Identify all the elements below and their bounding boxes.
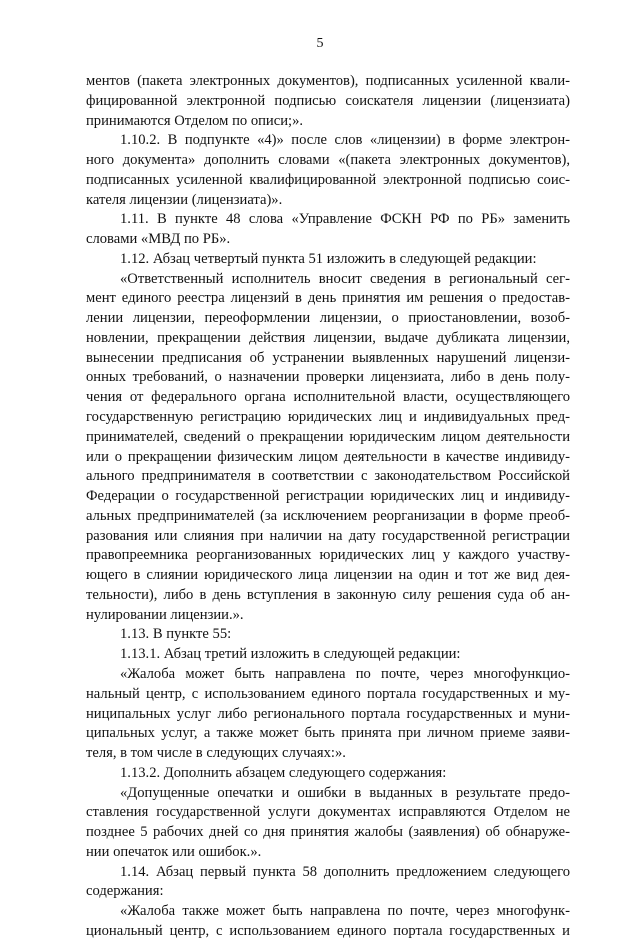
- text-line: ального предпринимателя в соответствии с законодательством Российской: [86, 468, 570, 485]
- text-line: подписанных усиленной квалифицированной электронной подписью соис-: [86, 171, 570, 188]
- page-number: 5: [316, 36, 324, 51]
- text-line: 1.14. Абзац первый пункта 58 дополнить предложением следующего: [120, 863, 570, 880]
- text-line: кателя лицензии (лицензиата)».: [86, 191, 283, 208]
- text-line: позднее 5 рабочих дней со дня принятия жалобы (заявления) об обнаруже-: [86, 824, 570, 841]
- text-line: ниципальных услуг либо регионального портала государственных и муни-: [86, 705, 570, 722]
- text-line: «Жалоба может быть направлена по почте, через многофункцио-: [120, 665, 570, 682]
- text-line: нальный центр, с использованием единого портала государственных и му-: [86, 685, 570, 702]
- text-line: «Допущенные опечатки и ошибки в выданных в результате предо-: [120, 784, 570, 801]
- text-line: содержания:: [86, 883, 164, 900]
- document-body: [86, 72, 570, 942]
- text-line: государственную регистрацию юридических лиц и индивидуальных пред-: [86, 409, 570, 426]
- text-line: тельности), либо в день вступления в законную силу решения суда об ан-: [86, 586, 570, 603]
- text-line: лении лицензии, переоформлении лицензии, о приостановлении, возоб-: [86, 310, 570, 327]
- text-line: вынесении предписания об устранении выявленных нарушений лицензи-: [86, 349, 570, 366]
- text-line: нии опечаток или ошибок.».: [86, 843, 262, 860]
- text-line: 1.10.2. В подпункте «4)» после слов «лицензии) в форме электрон-: [120, 132, 570, 149]
- text-line: онных требований, о назначении проверки лицензиата, либо в день полу-: [86, 369, 570, 386]
- text-line: 1.13.2. Дополнить абзацем следующего содержания:: [120, 764, 447, 781]
- text-line: альных предпринимателей (за исключением реорганизации в форме преоб-: [86, 507, 570, 524]
- text-line: «Жалоба также может быть направлена по почте, через многофунк-: [120, 903, 570, 920]
- text-line: ставления государственной услуги документах исправляются Отделом не: [86, 804, 570, 821]
- text-line: «Ответственный исполнитель вносит сведения в региональный сег-: [120, 270, 570, 287]
- text-line: циональный центр, с использованием единого портала государственных и: [86, 922, 570, 939]
- text-line: 1.13.1. Абзац третий изложить в следующей редакции:: [120, 646, 461, 663]
- text-line: правопреемника реорганизованных юридических лиц у каждого участву-: [86, 547, 570, 564]
- text-line: принимаются Отделом по описи;».: [86, 112, 304, 129]
- text-line: ментов (пакета электронных документов), подписанных усиленной квали-: [86, 73, 570, 89]
- text-line: фицированной электронной подписью соискателя лицензии (лицензиата): [86, 92, 570, 109]
- text-line: словами «МВД по РБ».: [86, 231, 231, 248]
- text-line: ного документа» дополнить словами «(пакета электронных документов),: [86, 152, 570, 169]
- text-line: чения от федерального органа исполнительной власти, осуществляющего: [86, 389, 570, 406]
- text-line: принимателей, сведений о прекращении юридическим лицом деятельности: [86, 428, 570, 445]
- text-line: разования или слияния при наличии на дату государственной регистрации: [86, 527, 570, 544]
- text-line: новлении, прекращении действия лицензии, выдаче дубликата лицензии,: [86, 329, 570, 346]
- text-line: нулировании лицензии.».: [86, 606, 244, 623]
- text-line: 1.11. В пункте 48 слова «Управление ФСКН РФ по РБ» заменить: [120, 211, 570, 228]
- text-line: ющего в слиянии юридического лица лицензии на один и тот же вид дея-: [86, 567, 570, 584]
- text-line: 1.12. Абзац четвертый пункта 51 изложить в следующей редакции:: [120, 250, 537, 267]
- text-line: или о прекращении физическим лицом деятельности в качестве индивиду-: [86, 448, 570, 465]
- text-line: теля, в том числе в следующих случаях:».: [86, 745, 346, 762]
- text-line: Федерации о государственной регистрации юридических лиц и индивиду-: [86, 488, 570, 505]
- text-line: мент единого реестра лицензий в день принятия им решения о предостав-: [86, 290, 570, 307]
- text-line: 1.13. В пункте 55:: [120, 626, 232, 643]
- text-line: ципальных услуг, а также может быть принята при личном приеме заяви-: [86, 725, 570, 742]
